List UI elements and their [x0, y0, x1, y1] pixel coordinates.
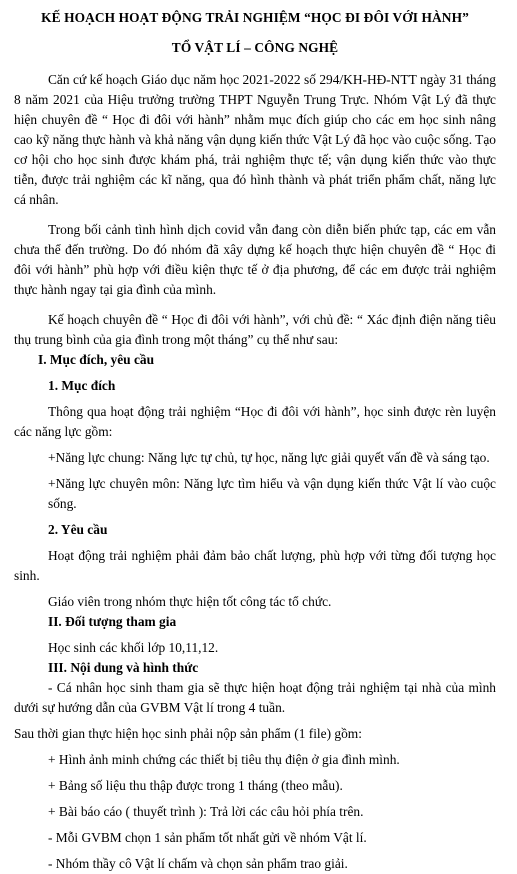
section-heading-content-format: III. Nội dung và hình thức — [48, 660, 199, 675]
subsection-heading-purpose: 1. Mục đích — [48, 378, 116, 393]
item-specific-competence: +Năng lực chuyên môn: Năng lực tìm hiểu và vận dụng kiến thức Vật lí vào cuộc sống. — [48, 476, 496, 511]
section-heading-purpose-requirements: I. Mục đích, yêu cầu — [38, 352, 155, 367]
list-item-data-table: + Bảng số liệu thu thập được trong 1 tháng (theo mẫu). — [48, 778, 343, 793]
list-item-photos: + Hình ảnh minh chứng các thiết bị tiêu thụ điện ở gia đình mình. — [48, 752, 400, 767]
list-item-award: - Nhóm thầy cô Vật lí chấm và chọn sản phẩm trao giải. — [48, 856, 348, 871]
section-heading-participants: II. Đối tượng tham gia — [48, 614, 177, 629]
paragraph-basis: Căn cứ kế hoạch Giáo dục năm học 2021-2022 số 294/KH-HĐ-NTT ngày 31 tháng 8 năm 2021 của Hiệu trưởng trường THPT Nguyễn Trung Trực. Nhóm Vật Lý đã thực hiện chuyên đề “ Học đi đôi với hành” nhằm mục đích giúp cho các em học sinh nâng cao kỹ năng thực hành và khả năng vận dụng kiến thức Vật Lý đã học vào cuộc sống. Tạo cơ hội cho học sinh được khám phá, trải nghiệm thực tế; vận dụng kiến thức vào thực tiễn, được trải nghiệm các kĩ năng, qua đó hình thành và phát triển phẩm chất, năng lực cá nhân. — [14, 72, 496, 207]
paragraph-content-submission: Sau thời gian thực hiện học sinh phải nộp sản phẩm (1 file) gồm: — [14, 726, 362, 741]
subsection-heading-requirements: 2. Yêu cầu — [48, 522, 108, 537]
department-title: TỔ VẬT LÍ – CÔNG NGHỆ — [171, 40, 339, 55]
item-general-competence: +Năng lực chung: Năng lực tự chủ, tự học, năng lực giải quyết vấn đề và sáng tạo. — [48, 450, 490, 465]
paragraph-participants: Học sinh các khối lớp 10,11,12. — [48, 640, 219, 655]
paragraph-purpose: Thông qua hoạt động trải nghiệm “Học đi đôi với hành”, học sinh được rèn luyện các năng lực gồm: — [14, 404, 496, 439]
list-item-report: + Bài báo cáo ( thuyết trình ): Trả lời các câu hỏi phía trên. — [48, 804, 364, 819]
list-item-teacher-selection: - Mỗi GVBM chọn 1 sản phẩm tốt nhất gửi về nhóm Vật lí. — [48, 830, 367, 845]
paragraph-requirement-quality: Hoạt động trải nghiệm phải đảm bảo chất lượng, phù hợp với từng đối tượng học sinh. — [14, 548, 496, 583]
paragraph-context: Trong bối cảnh tình hình dịch covid vẫn đang còn diễn biến phức tạp, các em vẫn chưa thể đến trường. Do đó nhóm đã xây dựng kế hoạch thực hiện chuyên đề “ Học đi đôi với hành” phù hợp với điều kiện thực tế ở địa phương, để các em được trải nghiệm thực hành ngay tại gia đình của mình. — [14, 222, 496, 297]
paragraph-content-individual: - Cá nhân học sinh tham gia sẽ thực hiện hoạt động trải nghiệm tại nhà của mình dưới sự hướng dẫn của GVBM Vật lí trong 4 tuần. — [14, 680, 496, 715]
paragraph-requirement-teachers: Giáo viên trong nhóm thực hiện tốt công tác tổ chức. — [48, 594, 332, 609]
paragraph-topic: Kế hoạch chuyên đề “ Học đi đôi với hành”, với chủ đề: “ Xác định điện năng tiêu thụ trung bình của gia đình trong một tháng” cụ thể như sau: — [14, 312, 496, 347]
document-title: KẾ HOẠCH HOẠT ĐỘNG TRẢI NGHIỆM “HỌC ĐI ĐÔI VỚI HÀNH” — [41, 10, 469, 25]
